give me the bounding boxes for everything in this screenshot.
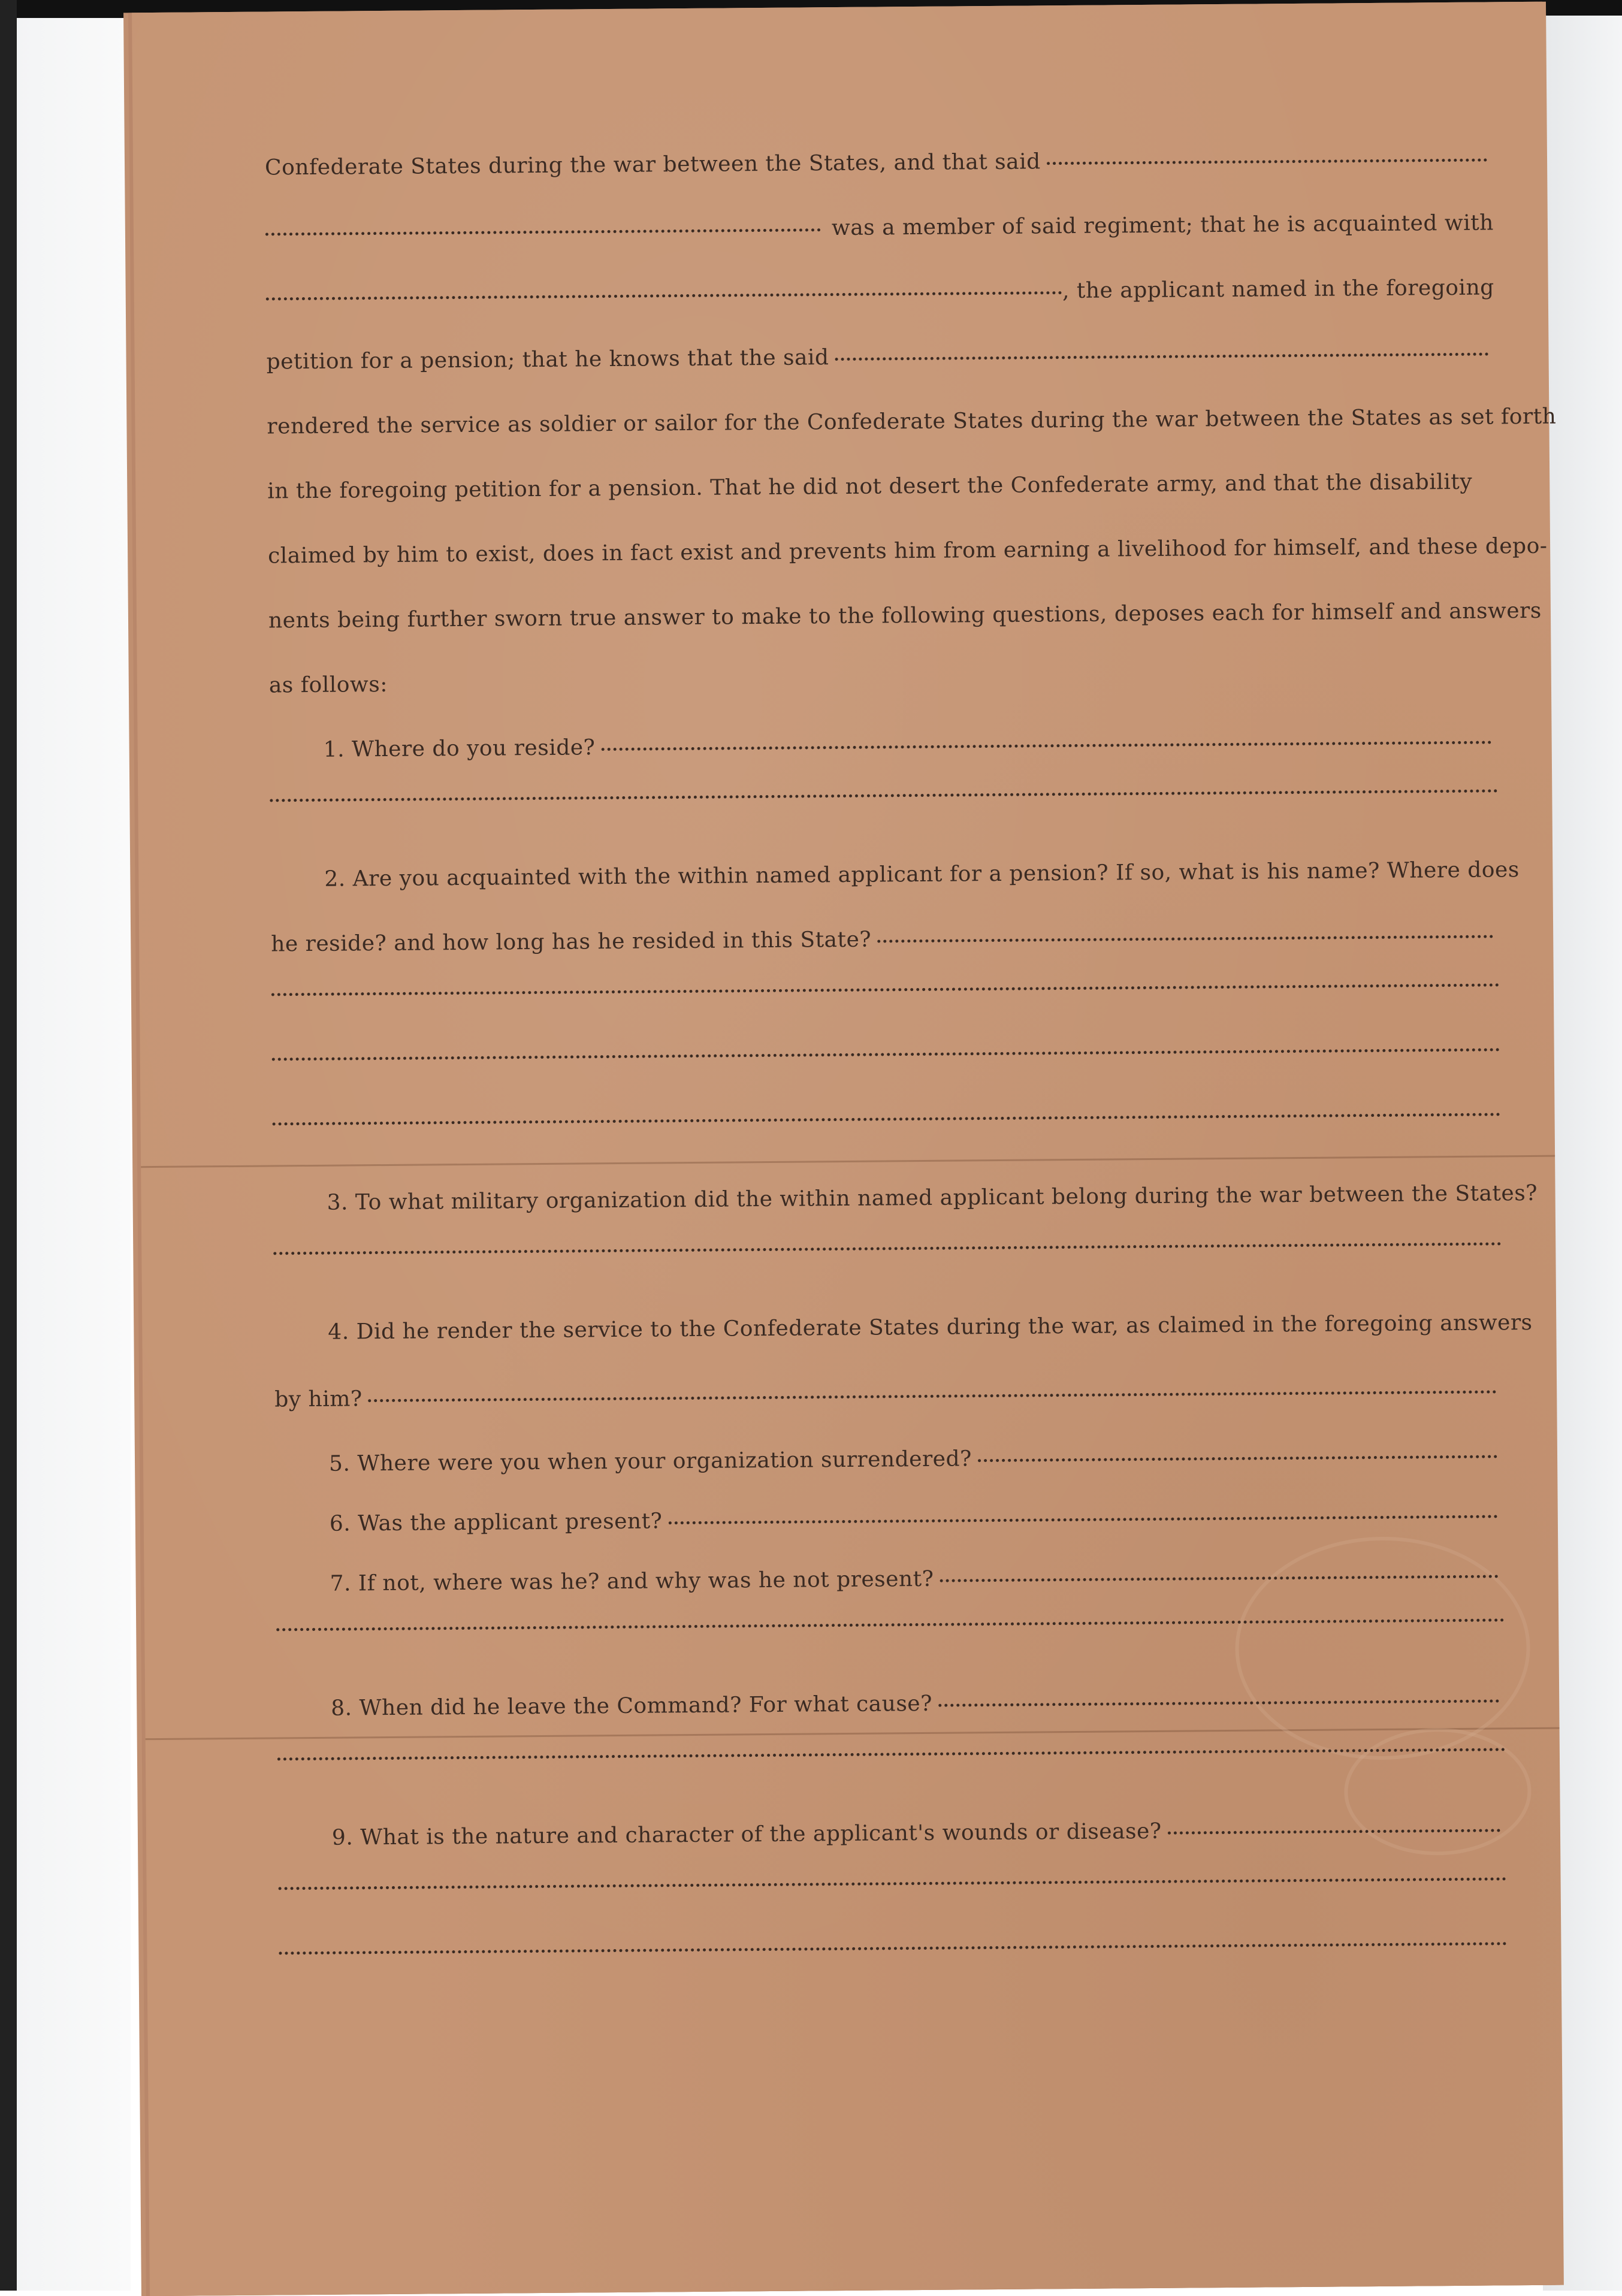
answer-line xyxy=(276,1622,1505,1696)
answer-blank[interactable] xyxy=(369,1390,1497,1402)
scan-border-right-top xyxy=(1543,0,1622,16)
question-4-continued xyxy=(274,1377,1503,1452)
scan-background-left xyxy=(17,18,131,2291)
answer-line xyxy=(273,1116,1502,1191)
answer-blank[interactable] xyxy=(668,1515,1497,1524)
question-5 xyxy=(275,1442,1504,1512)
question-text: 1. Where do you reside? xyxy=(323,735,596,762)
paragraph-text: rendered the service as soldier or sailor for the Confederate States during the war between the States as set forth xyxy=(267,404,1557,439)
question-text: 9. What is the nature and character of the applicant's wounds or disease? xyxy=(331,1818,1162,1850)
question-text: 4. Did he render the service to the Confederate States during the war, as claimed in the foregoing answers xyxy=(328,1310,1533,1345)
paragraph-text: claimed by him to exist, does in fact exist and prevents him from earning a livelihood for himself, and these depo- xyxy=(268,533,1548,569)
fill-blank[interactable] xyxy=(265,228,821,235)
answer-blank[interactable] xyxy=(940,1575,1498,1582)
fill-blank[interactable] xyxy=(266,291,1062,300)
answer-blank[interactable] xyxy=(601,741,1491,751)
answer-blank[interactable] xyxy=(877,935,1493,942)
form-line xyxy=(268,598,1542,673)
paragraph-text: Confederate States during the war between the States, and that said xyxy=(264,149,1041,180)
answer-line xyxy=(270,793,1499,867)
question-4 xyxy=(274,1310,1533,1387)
form-line xyxy=(265,210,1494,285)
question-text: 8. When did he leave the Command? For what cause? xyxy=(331,1691,933,1721)
question-6 xyxy=(276,1502,1505,1572)
answer-line xyxy=(273,1246,1502,1320)
answer-line xyxy=(277,1751,1506,1826)
affidavit-text xyxy=(264,146,1557,2020)
question-text: 3. To what military organization did the within named applicant belong during the war between the States? xyxy=(327,1180,1538,1215)
form-line xyxy=(265,146,1494,220)
paragraph-text: petition for a pension; that he knows that the said xyxy=(266,345,829,374)
form-line xyxy=(266,340,1495,414)
answer-blank[interactable] xyxy=(978,1455,1497,1462)
question-text: 2. Are you acquainted with the within named applicant for a pension? If so, what is his name? Where does xyxy=(324,857,1520,892)
question-text: 5. Where were you when your organization surrendered? xyxy=(328,1446,972,1476)
form-line xyxy=(268,533,1548,608)
question-2 xyxy=(270,857,1520,932)
answer-blank[interactable] xyxy=(938,1699,1499,1706)
paragraph-text: was a member of said regiment; that he is acquainted with xyxy=(831,210,1494,241)
paragraph-text: in the foregoing petition for a pension. That he did not desert the Confederate army, and that the disability xyxy=(267,469,1473,504)
answer-line xyxy=(279,1945,1508,2020)
fill-blank[interactable] xyxy=(1047,159,1487,165)
form-line xyxy=(267,469,1496,543)
pension-form-page xyxy=(132,2,1564,2296)
scan-border-left xyxy=(0,0,17,2291)
question-text: by him? xyxy=(274,1386,363,1412)
form-line xyxy=(266,275,1495,349)
question-text: 7. If not, where was he? and why was he not present? xyxy=(330,1566,934,1596)
question-text: 6. Was the applicant present? xyxy=(329,1509,663,1536)
paragraph-text: nents being further sworn true answer to make to the following questions, deposes each for himself and answers xyxy=(268,598,1542,633)
question-text: he reside? and how long has he resided in this State? xyxy=(271,927,872,957)
fill-blank[interactable] xyxy=(835,352,1489,361)
form-line xyxy=(267,404,1557,479)
paragraph-text: , the applicant named in the foregoing xyxy=(1062,275,1494,304)
form-line xyxy=(269,663,1498,738)
answer-blank[interactable] xyxy=(1168,1829,1500,1834)
paragraph-text: as follows: xyxy=(268,672,388,698)
